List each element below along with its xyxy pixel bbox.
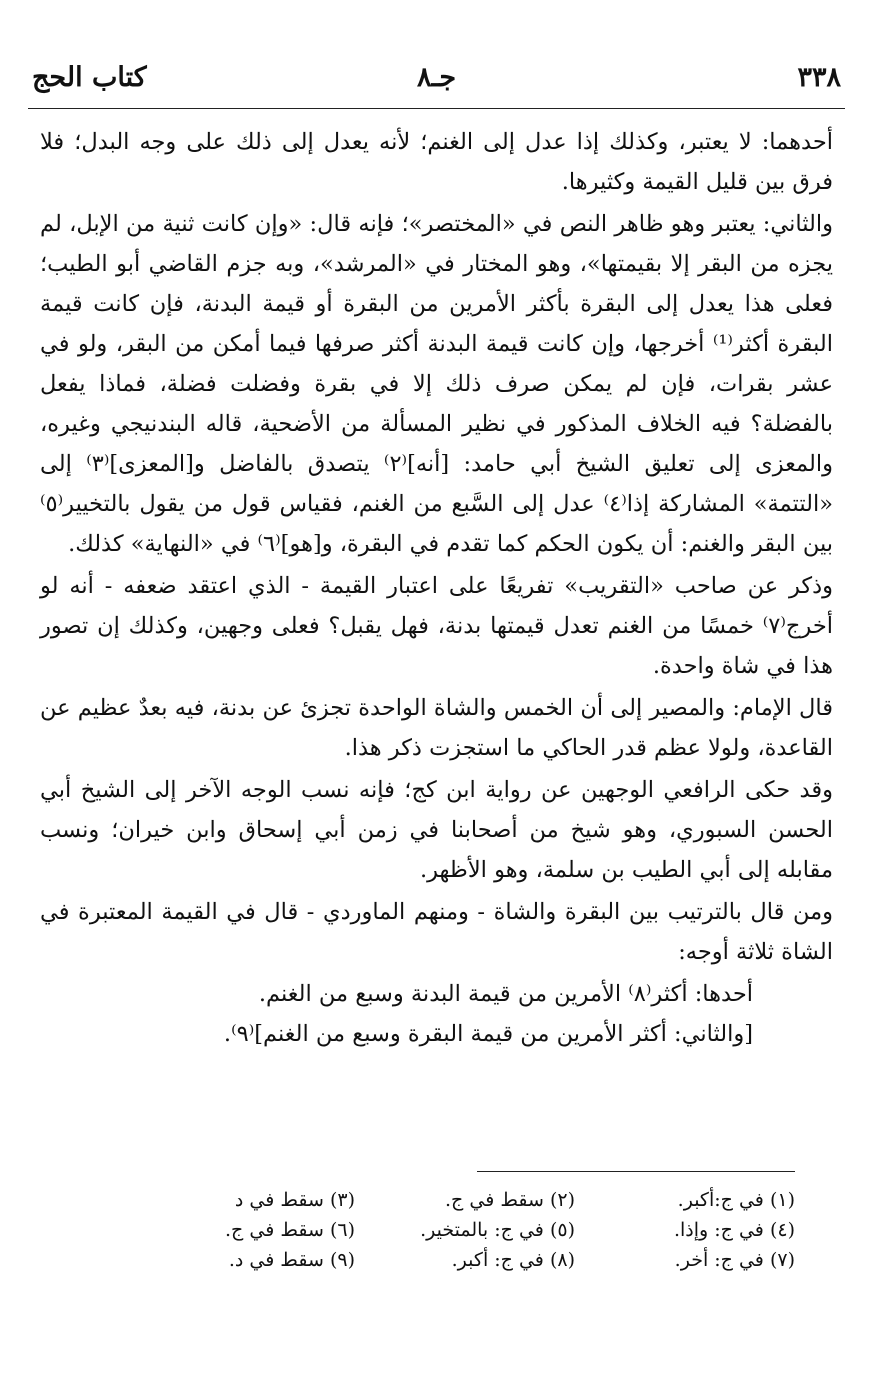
main-text <box>40 122 833 1054</box>
footnotes <box>155 1186 795 1274</box>
footnote-1: (١) في ج:أكبر. <box>677 1189 795 1211</box>
book-title: كتاب الحج <box>32 62 147 93</box>
paragraph-5: وقد حكى الرافعي الوجهين عن رواية ابن كج؛ فإنه نسب الوجه الآخر إلى الشيخ أبي الحسن السبوري، وهو شيخ من أصحابنا في زمن أبي إسحاق وابن خيران؛ ونسب مقابله إلى أبي الطيب بن سلمة، وهو الأظهر. <box>40 777 833 883</box>
page-number: ٣٣٨ <box>797 62 841 93</box>
footnote-divider <box>477 1171 795 1172</box>
volume-label: جـ٨ <box>416 62 457 93</box>
footnote-7: (٧) في ج: أخر. <box>674 1249 795 1271</box>
paragraph-1: أحدهما: لا يعتبر، وكذلك إذا عدل إلى الغنم؛ لأنه يعدل إلى ذلك على وجه البدل؛ فلا فرق بين قليل القيمة وكثيرها. <box>40 129 833 195</box>
paragraph-8: [والثاني: أكثر الأمرين من قيمة البقرة وسبع من الغنم]⁽٩⁾. <box>223 1021 753 1047</box>
footnote-3: (٣) سقط في د <box>234 1189 355 1211</box>
paragraph-7: أحدها: أكثر⁽٨⁾ الأمرين من قيمة البدنة وسبع من الغنم. <box>258 981 753 1007</box>
paragraph-6: ومن قال بالترتيب بين البقرة والشاة - ومنهم الماوردي - قال في القيمة المعتبرة في الشاة ثلاثة أوجه: <box>40 899 833 965</box>
paragraph-3: وذكر عن صاحب «التقريب» تفريعًا على اعتبار القيمة - الذي اعتقد ضعفه - أنه لو أخرج⁽٧⁾ خمسًا من الغنم تعدل قيمتها بدنة، فهل يقبل؟ فعلى وجهين، وكذلك إن تصور هذا في شاة واحدة. <box>40 573 833 679</box>
footnote-2: (٢) سقط في ج. <box>445 1189 575 1211</box>
footnote-6: (٦) سقط في ج. <box>225 1219 355 1241</box>
footnote-8: (٨) في ج: أكبر. <box>451 1249 575 1271</box>
paragraph-4: قال الإمام: والمصير إلى أن الخمس والشاة الواحدة تجزئ عن بدنة، فيه بعدٌ عظيم عن القاعدة، ولولا عظم قدر الحاكي ما استجزت ذكر هذا. <box>40 695 833 761</box>
paragraph-2: والثاني: يعتبر وهو ظاهر النص في «المختصر»؛ فإنه قال: «وإن كانت ثنية من الإبل، لم يجزه من البقر إلا بقيمتها»، وهو المختار في «المرشد»، وبه جزم القاضي أبو الطيب؛ فعلى هذا يعدل إلى البقرة بأكثر الأمرين من البقرة أو قيمة البدنة، فإن كانت قيمة البقرة أكثر⁽¹⁾ أخرجها، وإن كانت قيمة البدنة أكثر صرفها فيما أمكن من البقر، ولو في عشر بقرات، فإن لم يمكن صرف ذلك إلا في بقرة وفضلت فضلة، فماذا يفعل بالفضلة؟ فيه الخلاف المذكور في نظير المسألة من الأضحية، قاله البندنيجي وغيره، والمعزى إلى تعليق الشيخ أبي حامد: [أنه]⁽٢⁾ يتصدق بالفاضل و[المعزى]⁽٣⁾ إلى «التتمة» المشاركة إذا⁽٤⁾ عدل إلى السَّبع من الغنم، فقياس قول من يقول بالتخيير⁽٥⁾ بين البقر والغنم: أن يكون الحكم كما تقدم في البقرة، و[هو]⁽٦⁾ في «النهاية» كذلك. <box>40 211 834 557</box>
footnote-5: (٥) في ج: بالمتخير. <box>420 1219 575 1241</box>
footnote-9: (٩) سقط في د. <box>228 1249 355 1271</box>
page-header <box>28 56 845 109</box>
footnote-4: (٤) في ج: وإذا. <box>673 1219 795 1241</box>
